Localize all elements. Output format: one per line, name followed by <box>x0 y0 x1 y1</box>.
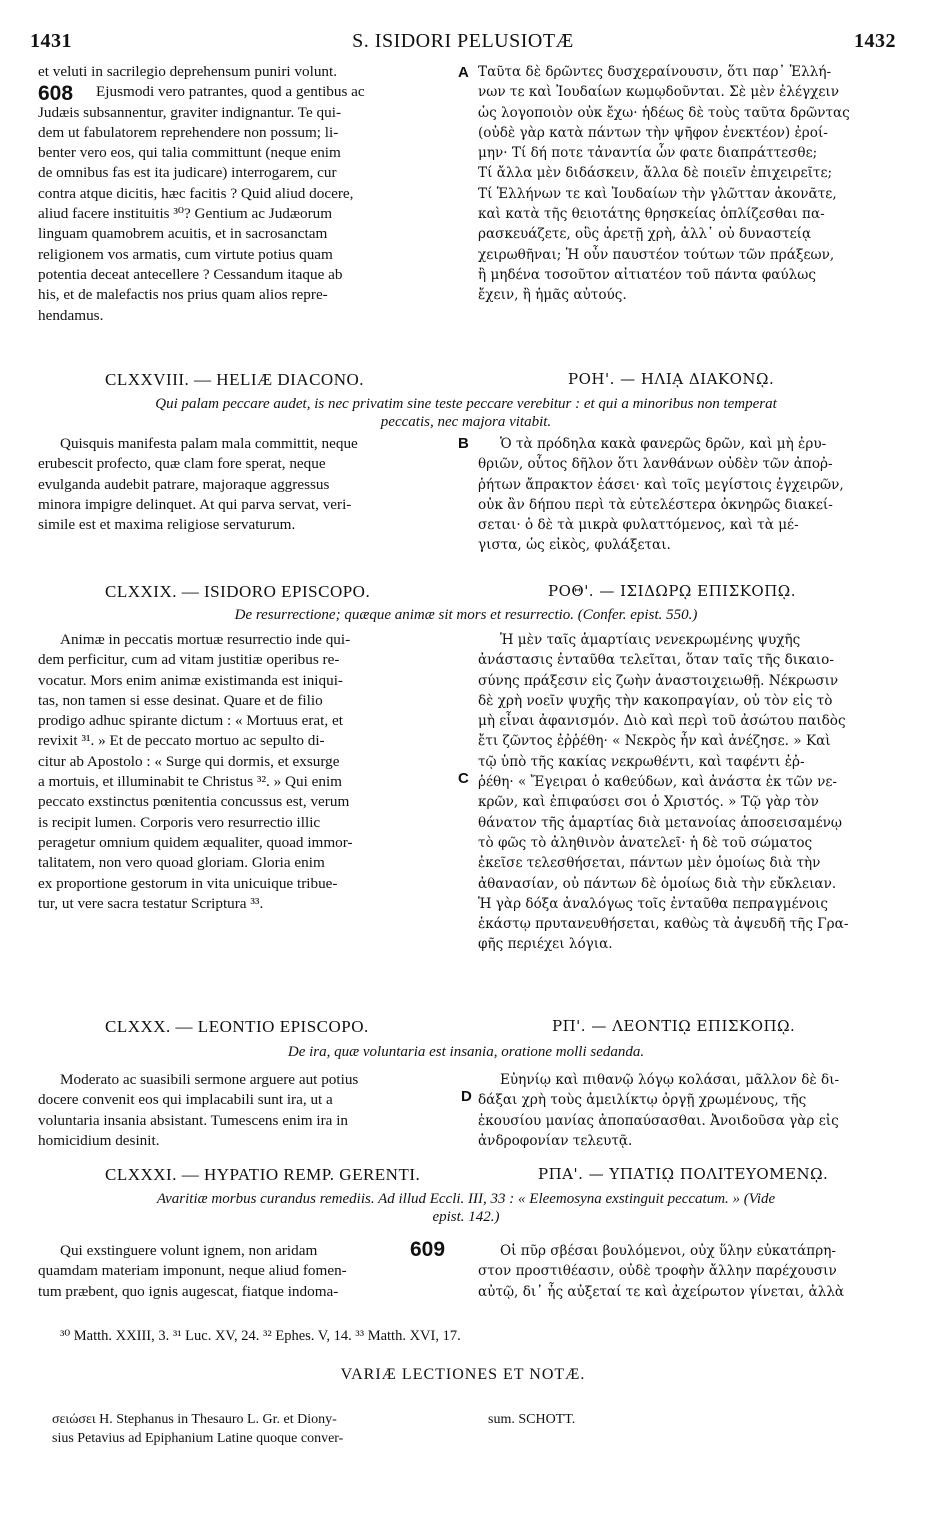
note-line: sum. SCHOTT. <box>488 1412 576 1427</box>
text-line: contra atque dicitis, hæc facitis ? Quid aliud docere, <box>38 184 354 202</box>
section-179-heading-latin: CLXXIX. — ISIDORO EPISCOPO. <box>105 582 371 601</box>
section-178-greek-text <box>478 434 892 556</box>
text-line: ρασκευάζετε, οὓς ἀρετῇ χρὴ, ἀλλ᾽ οὐ δυναστείᾳ <box>478 226 812 243</box>
text-line: tas, non tamen si esse desinat. Quare et de filio <box>38 691 323 709</box>
text-line: Εὐηνίῳ καὶ πιθανῷ λόγῳ κολάσαι, μᾶλλον δὲ δι- <box>500 1072 840 1088</box>
text-line: Quisquis manifesta palam mala committit, neque <box>60 435 358 452</box>
text-line: ἀνδροφονίαν τελευτᾷ. <box>478 1132 633 1149</box>
text-line: Τί Ἑλλήνων τε καὶ Ἰουδαίων τὴν γλῶτταν ἀκονᾶτε, <box>478 185 837 202</box>
text-line: ἐκεῖσε τελεσθήσεται, πάντων μὲν ὁμοίως διὰ τὴν <box>478 855 821 872</box>
text-line: φῆς περιέχει λόγια. <box>478 936 613 953</box>
text-line: ἔχειν, ἢ ἡμᾶς αὐτούς. <box>478 287 627 304</box>
footnotes: ³⁰ Matth. XXIII, 3. ³¹ Luc. XV, 24. ³² Ephes. V, 14. ³³ Matth. XVI, 17. <box>60 1328 461 1344</box>
text-line: benter vero eos, qui talia committunt (neque enim <box>38 144 341 162</box>
text-line: τῷ ὑπὸ τῆς κακίας νεκρωθέντι, καὶ ταφέντι ἐῤ- <box>478 753 805 770</box>
top-greek-text <box>478 62 892 306</box>
section-178-latin-text <box>38 434 456 535</box>
text-line: μὴ εἶναι ἀφανισμόν. Διὸ καὶ περὶ τοῦ ἀσώτου παιδὸς <box>478 713 846 730</box>
text-line: tur, ut vere sacra testatur Scriptura ³³. <box>38 894 264 912</box>
text-line: σύνης πράξεσιν εἰς ζωὴν ἀναστοιχειωθῇ. Νέκρωσιν <box>478 672 839 689</box>
text-line: μην· Τί δή ποτε τἀναντία ὧν φατε διαπράττεσθε; <box>478 145 818 162</box>
text-line: αὐτῷ, δι᾽ ἧς αὐξεταί τε καὶ ἀχείρωτον γίνεται, ἀλλὰ <box>478 1283 845 1300</box>
text-line: Animæ in peccatis mortuæ resurrectio inde qui- <box>60 631 351 648</box>
section-181-summary <box>38 1190 894 1226</box>
text-line: Τί ἄλλα μὲν διδάσκειν, ἄλλα δὲ ποιεῖν ἐπιχειρεῖτε; <box>478 165 833 182</box>
note-line: σειώσει H. Stephanus in Thesauro L. Gr. et Diony- <box>52 1412 337 1427</box>
text-line: quamdam materiam imponunt, neque aliud fomen- <box>38 1262 347 1280</box>
text-line: homicidium desinit. <box>38 1131 160 1149</box>
text-line: hendamus. <box>38 306 104 324</box>
text-line: peccato exstinctus pœnitentia concussus est, verum <box>38 793 350 811</box>
text-line: linguam quamobrem acuitis, et in sacrosanctam <box>38 225 328 243</box>
text-line: δάξαι χρὴ τοὺς ἀμειλίκτῳ ὀργῇ χρωμένους, τῆς <box>478 1092 807 1109</box>
text-line: de omnibus fas est ita judicare) interrogarem, cur <box>38 164 337 182</box>
text-line: vocatur. Mors enim animæ existimanda est iniqui- <box>38 671 343 689</box>
text-line: his, et de malefactis nos prius quam alios repre- <box>38 286 328 304</box>
text-line: ex proportione gestorum in vita unicuique tribue- <box>38 874 338 892</box>
text-line: καὶ κατὰ τῆς θειοτάτης θρησκείας ὁπλίζεσθαι πα- <box>478 206 825 223</box>
text-line: Οἱ πῦρ σβέσαι βουλόμενοι, οὐχ ὕλην εὐκατάπρη- <box>500 1243 836 1259</box>
text-line: dem perficitur, cum ad vitam justitiæ operibus re- <box>38 651 340 669</box>
section-178-heading-latin: CLXXVIII. — HELIÆ DIACONO. <box>105 370 364 389</box>
summary-line: Qui palam peccare audet, is nec privatim sine teste peccare verebitur : et qui a minoribus non temperat <box>155 396 777 412</box>
text-line: prodigo adhuc spirante dictum : « Mortuus erat, et <box>38 712 343 730</box>
top-latin-text <box>38 62 456 326</box>
text-line: στον προστιθέασιν, οὐδὲ τροφὴν ἄλλην παρέχουσιν <box>478 1263 837 1280</box>
text-line: ἀθανασίαν, οὐ πάντων δὲ ὁμοίως διὰ τὴν εὔκλειαν. <box>478 875 837 892</box>
text-line: voluntaria insania absistant. Tumescens enim ira in <box>38 1111 349 1129</box>
text-line: Ταῦτα δὲ δρῶντες δυσχεραίνουσιν, ὅτι παρ᾽ Ἑλλή- <box>478 64 832 80</box>
text-line: is recipit lumen. Corporis vero resurrectio illic <box>38 813 321 831</box>
text-line: tum præbent, quo ignis augescat, fiatque indoma- <box>38 1282 339 1300</box>
section-179-latin-text <box>38 630 456 914</box>
text-line: (οὐδὲ γὰρ κατὰ πάντων τὴν ψῆφον ἐνεκτέον) ἐροί- <box>478 124 828 141</box>
text-line: talitatem, non vero quoad gloriam. Gloria enim <box>38 854 325 872</box>
section-180-heading-greek: ΡΠ'. — ΛΕΟΝΤΙῼ ΕΠΙΣΚΟΠῼ. <box>552 1017 796 1035</box>
section-181-greek-text <box>478 1241 892 1302</box>
text-line: ἢ μηδένα τοσοῦτον αἰτιατέον τοῦ πάντα φαύλως <box>478 266 816 283</box>
text-line: et veluti in sacrilegio deprehensum puniri volunt. <box>38 63 338 80</box>
text-line: θριῶν, οὗτος δῆλον ὅτι λανθάνων οὐδὲν τῶν ἀποῤ- <box>478 456 833 473</box>
summary-line: Avaritiæ morbus curandus remediis. Ad illud Eccli. III, 33 : « Eleemosyna exstinguit peccatum. » (Vide <box>156 1191 776 1207</box>
text-line: religionem vos armatis, cum virtute potius quam <box>38 245 333 263</box>
text-line: evulganda audebit patrare, majoraque aggressus <box>38 475 330 493</box>
section-179-summary: De resurrectione; quæque animæ sit mors et resurrectio. (Confer. epist. 550.) <box>234 607 698 623</box>
text-line: Ἡ γὰρ δόξα ἀναλόγως τοῖς ἐνταῦθα πεπραγμένοις <box>478 895 828 912</box>
text-line: Moderato ac suasibili sermone arguere aut potius <box>60 1071 359 1088</box>
section-179-greek-text <box>478 630 892 955</box>
text-line: a mortuis, et illuminabit te Christus ³². » Qui enim <box>38 773 342 791</box>
text-line: citur ab Apostolo : « Surge qui dormis, et exsurge <box>38 752 340 770</box>
section-181-heading-latin: CLXXXI. — HYPATIO REMP. GERENTI. <box>105 1165 421 1184</box>
text-line: Judæis subsannentur, graviter indignantur. Te qui- <box>38 103 342 121</box>
side-mark-d: D <box>461 1088 472 1105</box>
section-181-latin-text <box>38 1241 456 1302</box>
text-line: revixit ³¹. » Et de peccato mortuo ac sepulto di- <box>38 732 325 750</box>
note-line: sius Petavius ad Epiphanium Latine quoque conver- <box>52 1431 344 1446</box>
text-line: peragetur omnium quidem æqualiter, quoad immor- <box>38 833 353 851</box>
section-178-heading-greek: ΡΟΗ'. — ΗΛΙᾼ ΔΙΑΚΟΝῼ. <box>568 370 775 388</box>
text-line: potentia deceat antecellere ? Cessandum itaque ab <box>38 265 343 283</box>
summary-line: peccatis, nec majora vitabit. <box>380 414 552 430</box>
text-line: κρῶν, καὶ ἐπιφαύσει σοι ὁ Χριστός. » Τῷ γὰρ τὸν <box>478 794 819 811</box>
text-line: ἑκάστῳ πρυτανευθήσεται, καθὼς τὰ ἀψευδῆ τῆς Γρα- <box>478 916 849 933</box>
text-line: Ὁ τὰ πρόδηλα κακὰ φανερῶς δρῶν, καὶ μὴ ἐρυ- <box>500 436 827 452</box>
running-head <box>30 30 896 56</box>
text-line: ἑκουσίου μανίας ἀποπαύσασθαι. Ἀνοιδοῦσα γὰρ εἰς <box>478 1112 839 1129</box>
text-line: docere convenit eos qui implacabili sunt ira, ut a <box>38 1091 333 1109</box>
page-number-right: 1432 <box>854 30 896 52</box>
section-178-summary <box>38 395 894 431</box>
text-line: γιστα, ὡς εἰκὸς, φυλάξεται. <box>478 537 671 554</box>
text-line: Ejusmodi vero patrantes, quod a gentibus ac <box>96 83 365 101</box>
text-line: dem ut fabulatorem reprehendere non possum; li- <box>38 123 339 141</box>
text-line: erubescit profecto, quæ clam fore sperat, neque <box>38 455 326 473</box>
summary-line: epist. 142.) <box>432 1209 500 1225</box>
text-line: simile est et maxima religiose servaturum. <box>38 516 296 534</box>
running-title: S. ISIDORI PELUSIOTÆ <box>352 30 574 52</box>
section-179-heading-greek: ΡΟΘ'. — ΙΣΙΔΩΡῼ ΕΠΙΣΚΟΠῼ. <box>548 582 796 600</box>
text-line: ῥέθη· « Ἔγειραι ὁ καθεύδων, καὶ ἀνάστα ἐκ τῶν νε- <box>478 774 837 791</box>
text-line: ἀνάστασις ἐνταῦθα τελεῖται, ὅταν ταῖς τῆς δικαιο- <box>478 652 834 669</box>
text-line: aliud facere instituitis ³⁰? Gentium ac Judæorum <box>38 205 333 223</box>
page-number-left: 1431 <box>30 30 72 52</box>
side-mark-a: A <box>458 64 469 81</box>
text-line: τὸ φῶς τὸ ἀληθινὸν ἀνατελεῖ· ἡ δὲ τοῦ σώματος <box>478 834 813 851</box>
side-mark-b: B <box>458 435 469 452</box>
text-line: Qui exstinguere volunt ignem, non aridam <box>60 1242 318 1259</box>
section-180-greek-text <box>478 1070 892 1151</box>
side-mark-c: C <box>458 770 469 787</box>
text-line: Ἡ μὲν ταῖς ἁμαρτίαις νενεκρωμένης ψυχῆς <box>500 632 801 648</box>
column-number-609: 609 <box>410 1238 446 1261</box>
column-number-608: 608 <box>38 82 74 105</box>
text-line: minora impigre delinquet. At qui parva servat, veri- <box>38 495 352 513</box>
text-line: οὐκ ἂν δήπου περὶ τὰ εὐτελέστερα ὀκνηρῶς διακεί- <box>478 496 833 513</box>
variae-left <box>52 1410 462 1448</box>
section-180-summary: De ira, quæ voluntaria est insania, oratione molli sedanda. <box>287 1044 645 1060</box>
section-181-heading-greek: ΡΠΑ'. — ΥΠΑΤΙῼ ΠΟΛΙΤΕΥΟΜΕΝῼ. <box>538 1165 829 1183</box>
text-line: δὲ χρὴ νοεῖν ψυχῆς τὴν κακοπραγίαν, οὐ τὸν εἰς τὸ <box>478 692 833 709</box>
variae-title: VARIÆ LECTIONES ET NOTÆ. <box>340 1366 586 1383</box>
text-line: ῥήτων ἄπρακτον ἐάσει· καὶ τοῖς μεγίστοις ἐγχειρῶν, <box>478 476 844 493</box>
text-line: νων τε καὶ Ἰουδαίων κωμῳδοῦνται. Σὲ μὲν ἐλέγχειν <box>478 84 839 101</box>
variae-right <box>488 1410 878 1429</box>
text-line: ἔτι ζῶντος ἐῤῥέθη· « Νεκρὸς ἦν καὶ ἀνέζησε. » Καὶ <box>478 733 831 750</box>
section-180-latin-text <box>38 1070 456 1151</box>
text-line: χειρωθῆναι; Ἡ οὖν παυστέον τούτων τῶν πράξεων, <box>478 246 835 263</box>
section-180-heading-latin: CLXXX. — LEONTIO EPISCOPO. <box>105 1017 369 1036</box>
text-line: ὡς λογοποιὸν οὐκ ἔχω· ἡδέως δὲ τοὺς ταῦτα δρῶντας <box>478 104 850 121</box>
text-line: θάνατον τῆς ἁμαρτίας διὰ μετανοίας ἀποσεισαμένῳ <box>478 814 842 831</box>
text-line: σεται· ὁ δὲ τὰ μικρὰ φυλαττόμενος, καὶ τὰ μέ- <box>478 517 799 534</box>
